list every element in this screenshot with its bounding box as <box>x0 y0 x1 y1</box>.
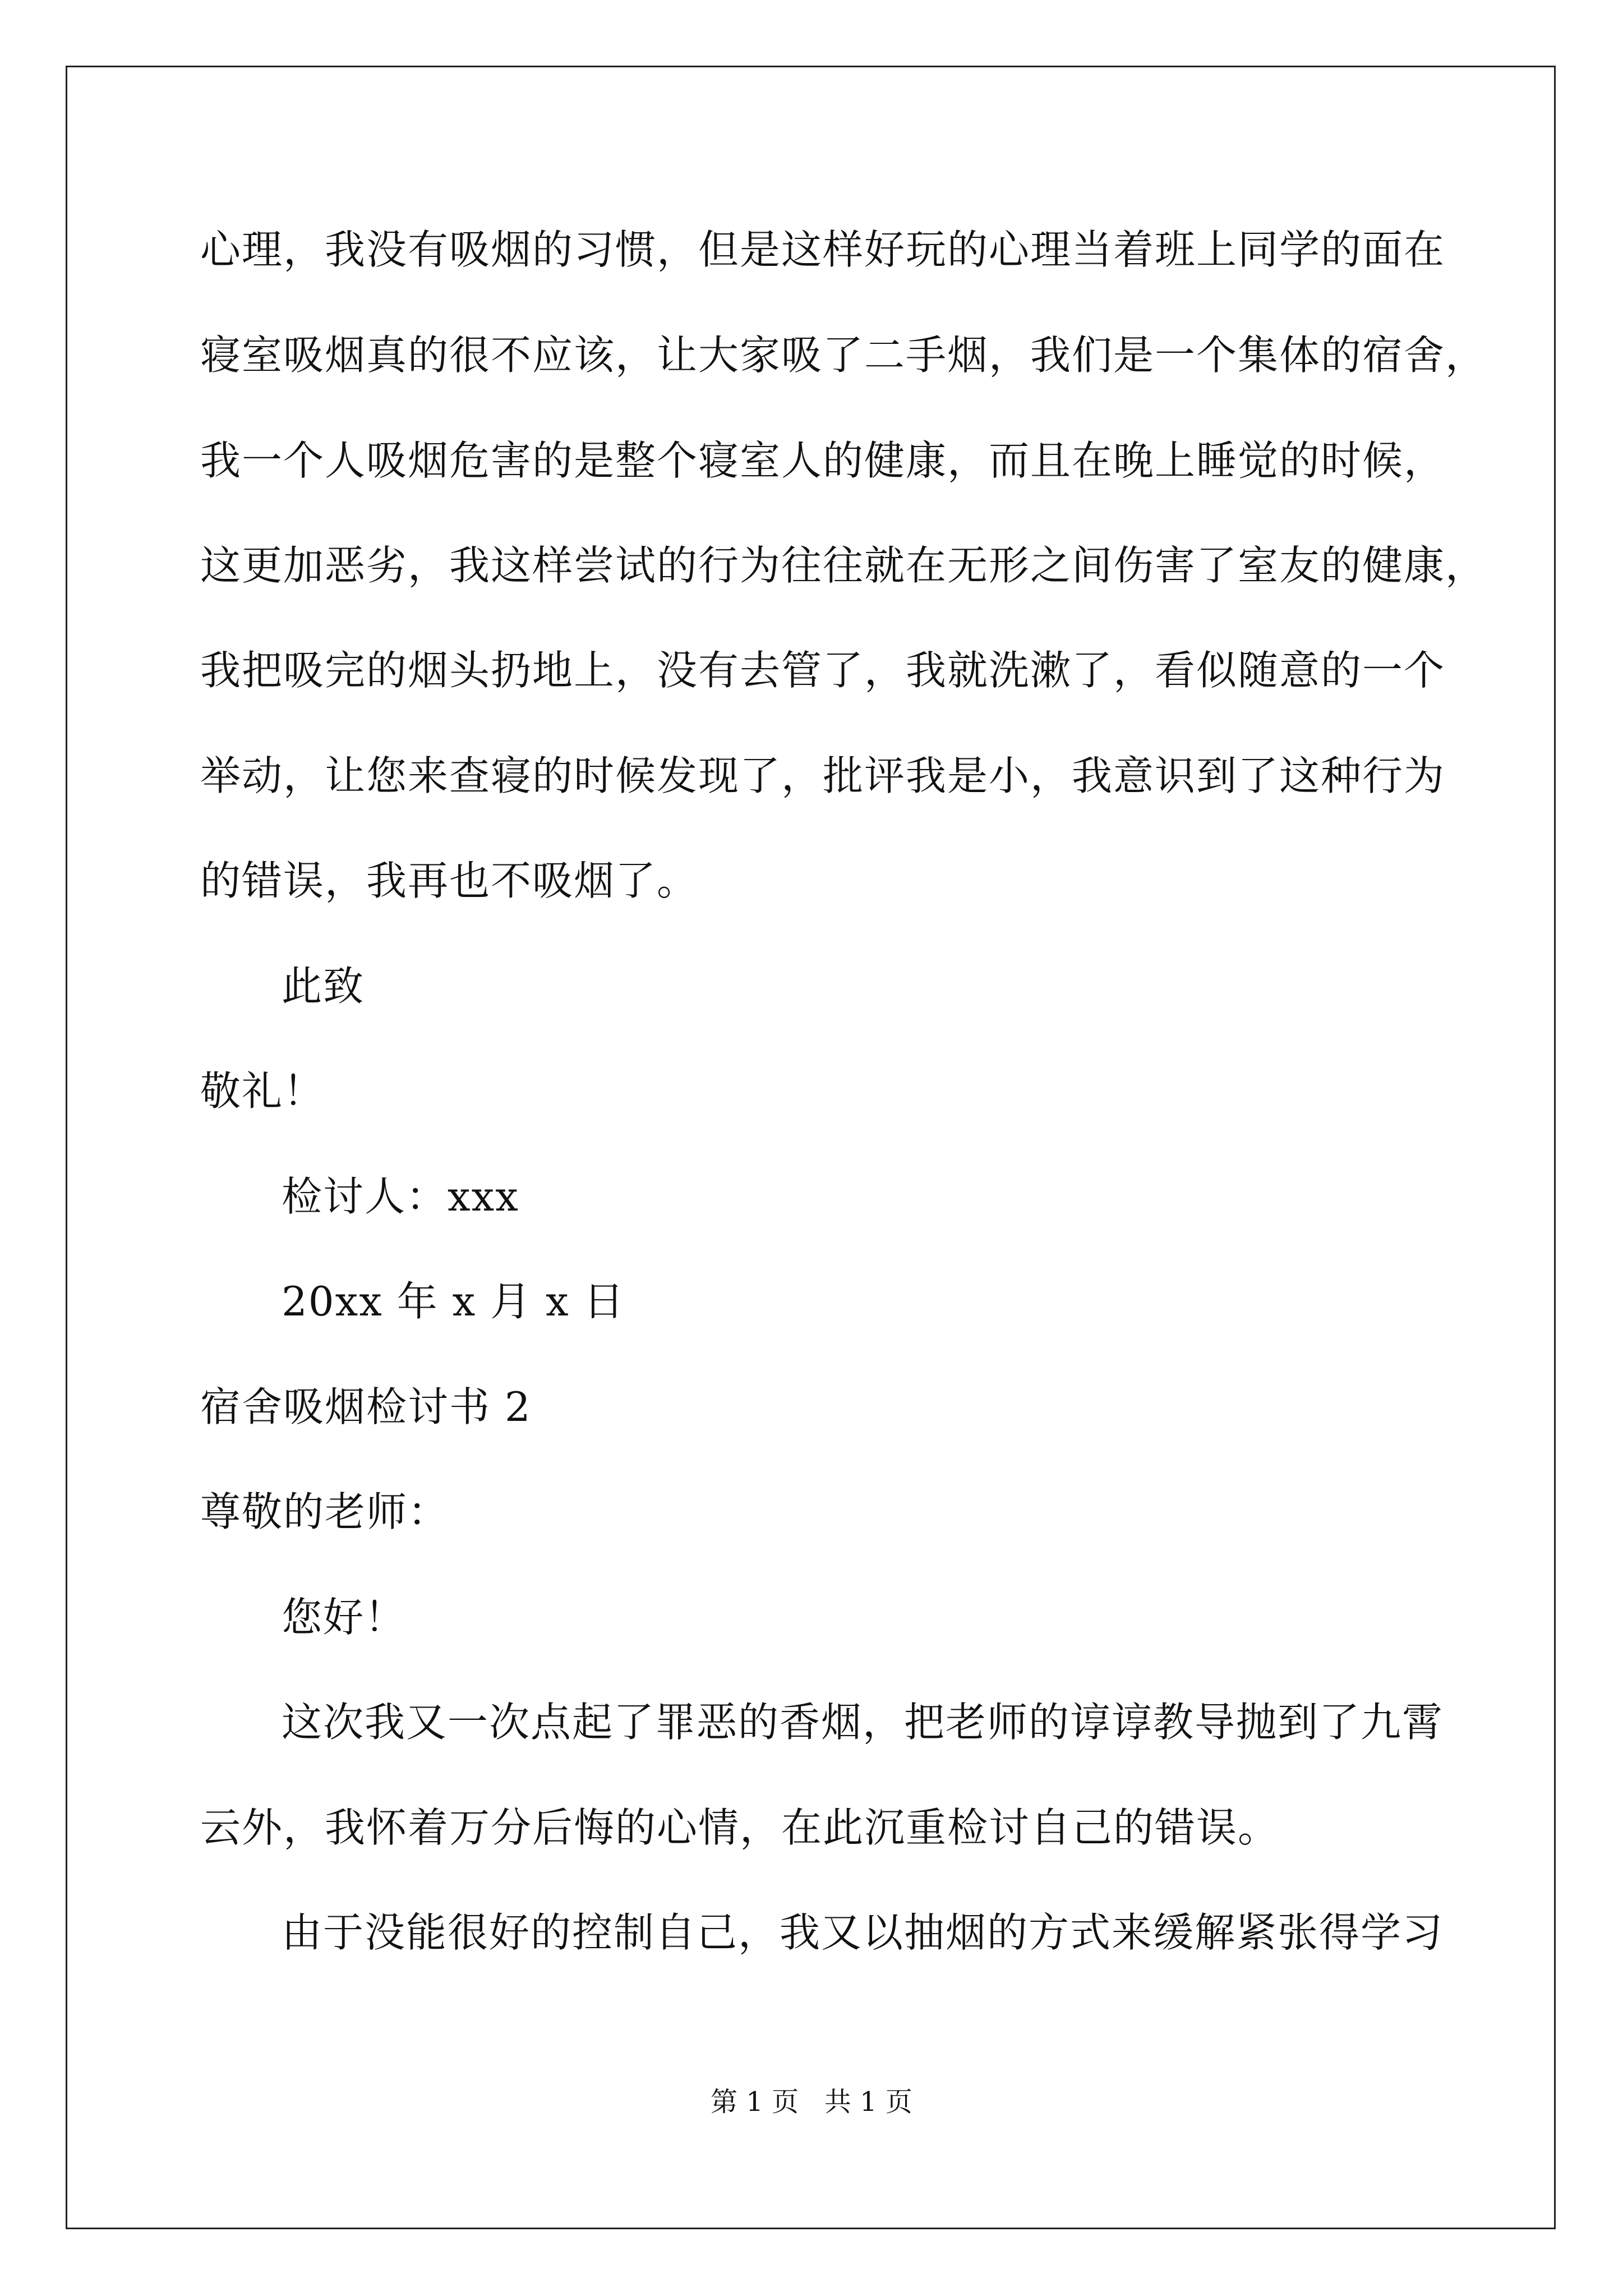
body-line-3: 我一个人吸烟危害的是整个寝室人的健康，而且在晚上睡觉的时候， <box>200 437 1446 484</box>
body-line-5: 我把吸完的烟头扔地上，没有去管了，我就洗漱了，看似随意的一个 <box>200 647 1446 694</box>
body-line-2: 寝室吸烟真的很不应该，让大家吸了二手烟，我们是一个集体的宿舍， <box>200 332 1487 379</box>
date-line: 20xx 年 x 月 x 日 <box>282 1278 625 1325</box>
page-border <box>66 66 1556 2229</box>
greeting: 您好！ <box>282 1594 407 1641</box>
addressee: 尊敬的老师： <box>200 1488 450 1535</box>
closing-regards: 敬礼！ <box>200 1068 325 1115</box>
body-line-4: 这更加恶劣，我这样尝试的行为往往就在无形之间伤害了室友的健康， <box>200 542 1487 589</box>
body-line-10: 由于没能很好的控制自己，我又以抽烟的方式来缓解紧张得学习 <box>282 1909 1444 1956</box>
page-footer: 第 1 页 共 1 页 <box>711 2086 912 2118</box>
body-line-1: 心理，我没有吸烟的习惯，但是这样好玩的心理当着班上同学的面在 <box>200 226 1446 273</box>
body-line-7: 的错误，我再也不吸烟了。 <box>200 857 699 904</box>
signature-line: 检讨人：xxx <box>282 1173 519 1220</box>
body-line-9: 云外，我怀着万分后悔的心情，在此沉重检讨自己的错误。 <box>200 1804 1280 1851</box>
closing-salutation: 此致 <box>282 963 365 1010</box>
section-title: 宿舍吸烟检讨书 2 <box>200 1383 532 1430</box>
body-line-8: 这次我又一次点起了罪恶的香烟，把老师的谆谆教导抛到了九霄 <box>282 1699 1444 1746</box>
body-line-6: 举动，让您来查寝的时候发现了，批评我是小，我意识到了这种行为 <box>200 752 1446 799</box>
